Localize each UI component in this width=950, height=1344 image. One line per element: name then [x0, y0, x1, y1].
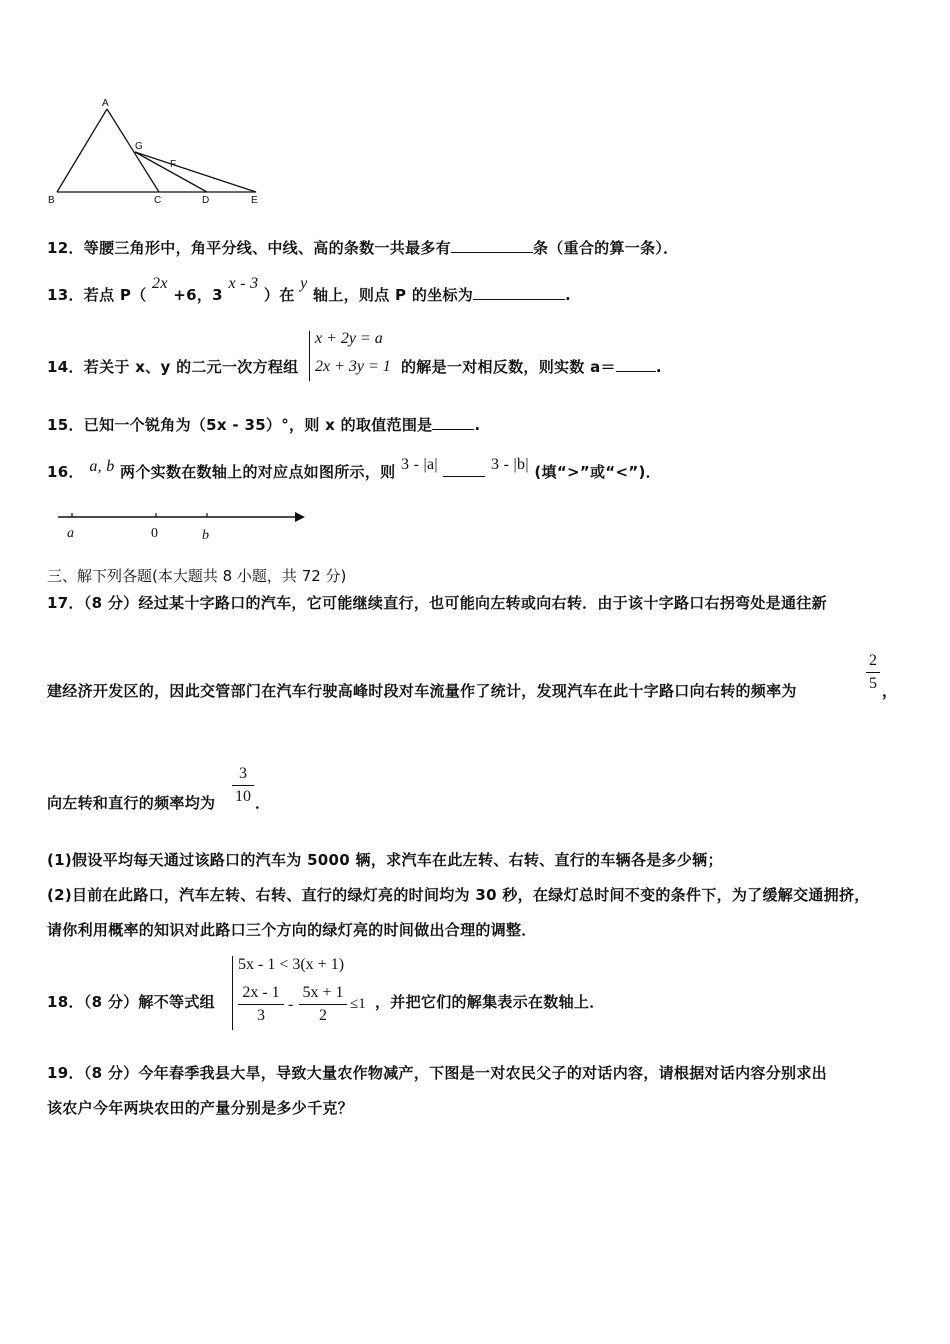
q16-expr1: 3 - |a|: [400, 456, 438, 473]
q14-brace: [309, 331, 310, 381]
q18-pre: 18．（8 分）解不等式组: [47, 993, 215, 1011]
q17-dot: ．: [255, 794, 271, 812]
q13-post: 轴上，则点 P 的坐标为: [313, 286, 474, 304]
q17-line2: 建经济开发区的，因此交管部门在汽车行驶高峰时段对车流量作了统计，发现汽车在此十字路口向右转的频率为: [47, 682, 797, 700]
q18-frac1-den: 3: [257, 1007, 265, 1024]
q17-p2b: 请你利用概率的知识对此路口三个方向的绿灯亮的时间做出合理的调整．: [47, 921, 537, 939]
q14-end: .: [655, 358, 662, 376]
q19-line1: 19．（8 分）今年春季我县大旱，导致大量农作物减产，下图是一对农民父子的对话内容，请根据对话内容分别求出: [47, 1064, 827, 1082]
label-D: D: [202, 195, 210, 206]
q16-mid: 两个实数在数轴上的对应点如图所示，则: [120, 463, 396, 481]
q13-exp2: x - 3: [228, 275, 259, 292]
q18-ineq1: 5x - 1 < 3(x + 1): [238, 956, 345, 973]
q13-axis: y: [300, 275, 308, 292]
q16-expr2: 3 - |b|: [490, 456, 529, 473]
q15-end: .: [474, 416, 481, 434]
q18-brace: [232, 956, 233, 1030]
q17-comma: ，: [882, 682, 898, 700]
q18-le: ≤1: [350, 996, 366, 1012]
q15-text: 15．已知一个锐角为（5x - 35）°，则 x 的取值范围是: [47, 416, 433, 434]
q12-tail: 条（重合的算一条）．: [532, 239, 679, 257]
q18-frac1-num: 2x - 1: [242, 984, 280, 1001]
q16-post: (填“>”或“<”)．: [534, 463, 661, 481]
q16-pre: 16．: [47, 463, 84, 481]
label-E: E: [251, 195, 258, 206]
q14-eq2: 2x + 3y = 1: [315, 358, 391, 375]
q16-vars: a, b: [89, 458, 115, 475]
nl-label-a: a: [67, 526, 74, 541]
section-3-title: 三、解下列各题(本大题共 8 小题，共 72 分): [47, 567, 347, 585]
q18-minus: -: [288, 996, 294, 1013]
q16-blank: [443, 462, 485, 477]
question-16: [47, 456, 661, 482]
q18-frac2-num: 5x + 1: [302, 984, 344, 1001]
q17-frac2-den: 10: [235, 788, 251, 805]
nl-label-0: 0: [151, 526, 158, 541]
label-A: A: [102, 98, 109, 109]
q17-frac2: [232, 765, 254, 806]
label-C: C: [154, 195, 162, 206]
q17-frac1-num: 2: [869, 652, 877, 669]
q13-blank: [473, 285, 565, 300]
q18-frac1: [238, 984, 284, 1025]
q14-blank: [616, 357, 656, 372]
number-line: [50, 505, 310, 545]
q18-frac2: [299, 984, 347, 1025]
q14-pre: 14．若关于 x、y 的二元一次方程组: [47, 358, 299, 376]
triangle-figure: [40, 95, 270, 210]
q17-line1: 17．（8 分）经过某十字路口的汽车，它可能继续直行，也可能向左转或向右转．由于该十字路口右拐弯处是通往新: [47, 594, 827, 612]
q17-frac2-num: 3: [239, 765, 247, 782]
q13-end: .: [565, 286, 572, 304]
q14-post-wrap: [401, 356, 662, 377]
question-12: [47, 237, 679, 258]
nl-label-b: b: [202, 528, 209, 543]
q13-pre: 13．若点 P（: [47, 286, 147, 304]
q17-p2a: (2)目前在此路口，汽车左转、右转、直行的绿灯亮的时间均为 30 秒，在绿灯总时间不变的条件下，为了缓解交通拥挤，: [47, 886, 870, 904]
q17-frac1: [866, 652, 880, 693]
label-F: F: [170, 159, 177, 170]
q14-eq1: x + 2y = a: [315, 330, 383, 347]
question-13: [47, 275, 572, 305]
q13-mid: ）在: [263, 286, 295, 304]
q18-post: ，并把它们的解集表示在数轴上．: [375, 993, 605, 1011]
q19-line2: 该农户今年两块农田的产量分别是多少千克？: [47, 1099, 354, 1117]
q17-line3: 向左转和直行的频率均为: [47, 794, 216, 812]
q17-p1: (1)假设平均每天通过该路口的汽车为 5000 辆，求汽车在此左转、右转、直行的车辆各是多少辆；: [47, 851, 723, 869]
q12-text: 12．等腰三角形中，角平分线、中线、高的条数一共最多有: [47, 239, 451, 257]
label-G: G: [135, 141, 143, 152]
question-15: [47, 414, 480, 435]
q12-blank: [451, 238, 533, 253]
q13-plus6: +6，3: [173, 286, 223, 304]
q15-blank: [432, 415, 474, 430]
q13-exp1: 2x: [152, 275, 168, 292]
q14-post: 的解是一对相反数，则实数 a＝: [401, 358, 616, 376]
label-B: B: [48, 195, 55, 206]
q18-frac2-den: 2: [319, 1007, 327, 1024]
q17-frac1-den: 5: [869, 675, 877, 692]
